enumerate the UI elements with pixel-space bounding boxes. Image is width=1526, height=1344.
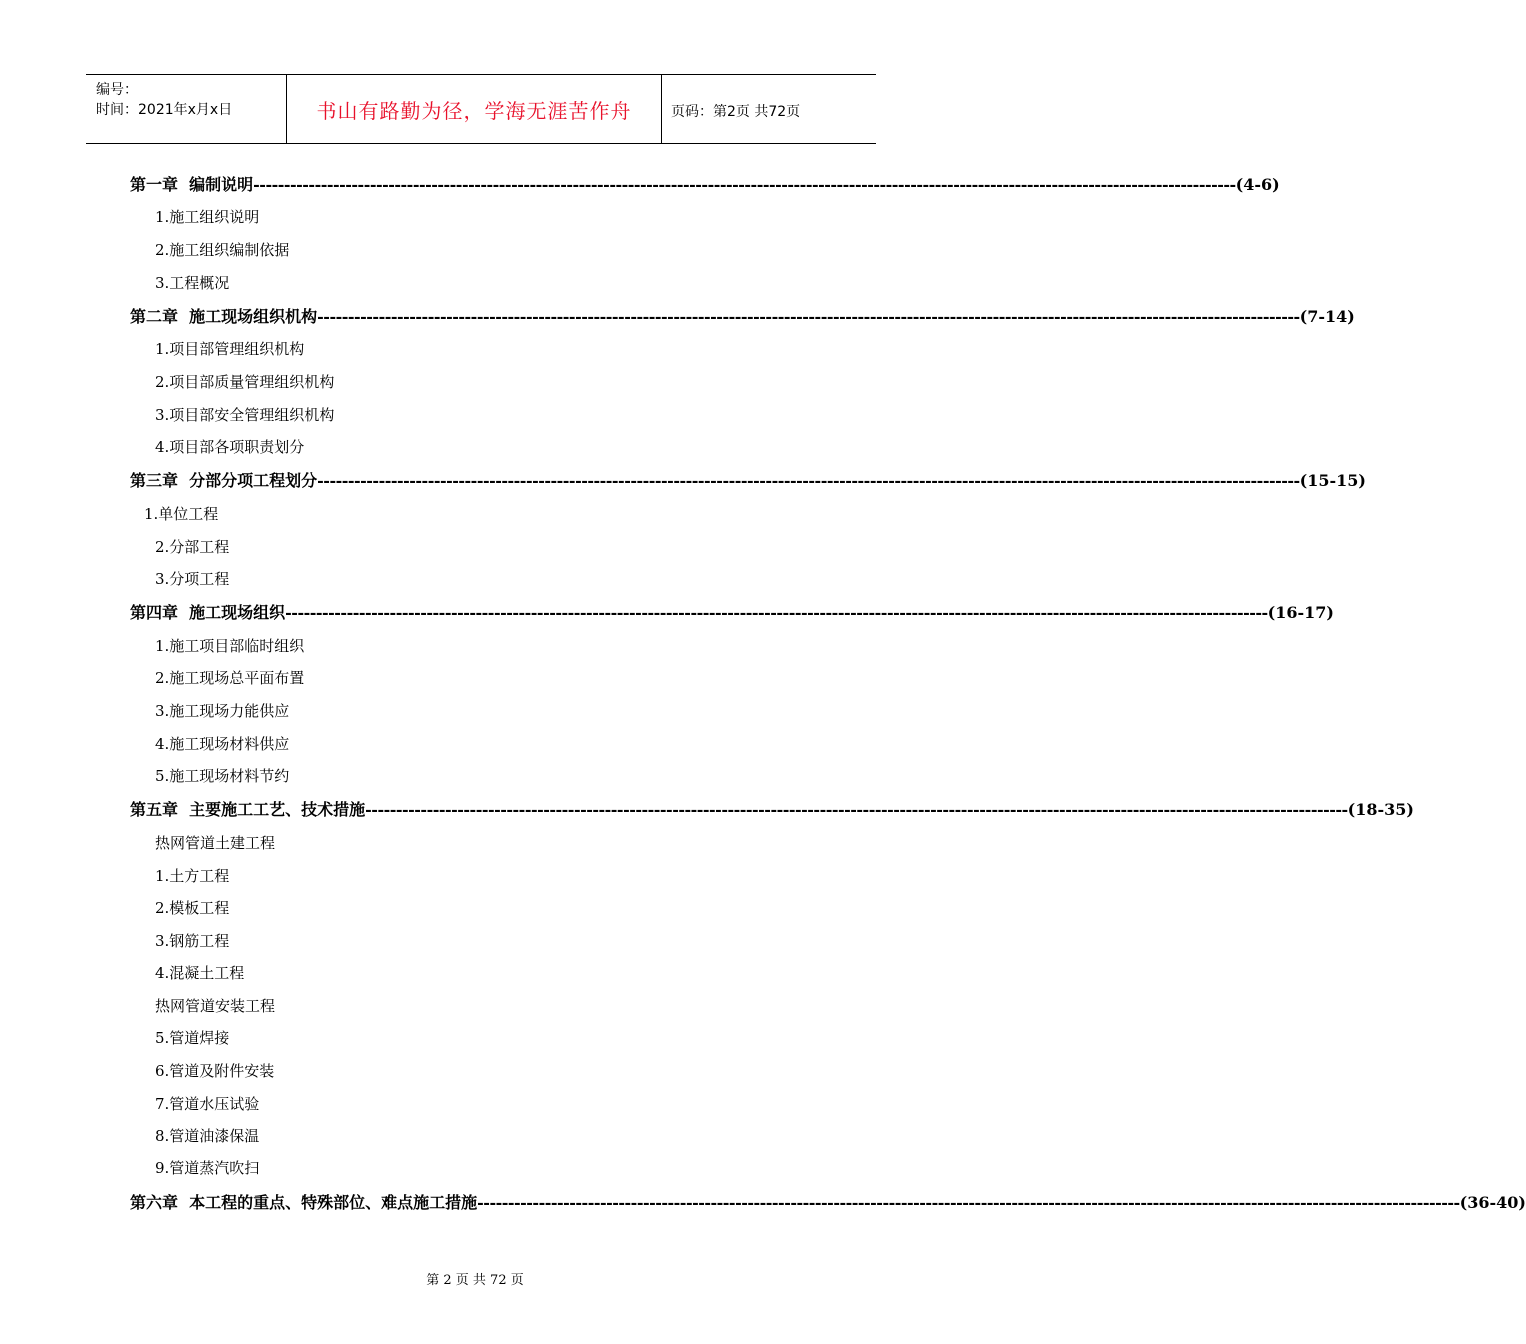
toc-chapter-title: 第一章 编制说明 bbox=[130, 175, 254, 194]
toc-chapter-title: 第四章 施工现场组织 bbox=[130, 603, 286, 622]
toc-item: 5.管道焊接 bbox=[155, 1029, 230, 1047]
toc-item: 3.项目部安全管理组织机构 bbox=[155, 406, 335, 424]
toc-chapter-pages: (36-40) bbox=[1459, 1193, 1526, 1212]
toc-leader: ---------------------------------------------------------------------------------------------------------------------------------------------------------------- bbox=[253, 175, 1236, 194]
document-time: 时间：2021年x月x日 bbox=[96, 102, 233, 118]
toc-item: 3.钢筋工程 bbox=[155, 932, 230, 950]
toc-item: 4.项目部各项职责划分 bbox=[155, 438, 305, 456]
toc-item: 5.施工现场材料节约 bbox=[155, 767, 290, 785]
toc-item: 4.混凝土工程 bbox=[155, 964, 245, 982]
toc-chapter bbox=[130, 304, 1355, 327]
page-footer: 第 2 页 共 72 页 bbox=[426, 1273, 524, 1288]
toc-item: 4.施工现场材料供应 bbox=[155, 735, 290, 753]
document-number-label: 编号： bbox=[96, 82, 138, 98]
toc-chapter bbox=[130, 172, 1280, 195]
toc-leader: ---------------------------------------------------------------------------------------------------------------------------------------------------------------- bbox=[317, 307, 1300, 326]
header-page-code: 页码：第2页 共72页 bbox=[671, 104, 801, 120]
toc-item: 8.管道油漆保温 bbox=[155, 1127, 260, 1145]
toc-chapter-pages: (15-15) bbox=[1299, 471, 1366, 490]
toc-item: 2.项目部质量管理组织机构 bbox=[155, 373, 335, 391]
toc-leader: ---------------------------------------------------------------------------------------------------------------------------------------------------------------- bbox=[317, 471, 1300, 490]
toc-chapter-title: 第二章 施工现场组织机构 bbox=[130, 307, 318, 326]
toc-item: 3.工程概况 bbox=[155, 274, 230, 292]
header-page-cell bbox=[661, 75, 876, 143]
toc-item: 热网管道土建工程 bbox=[155, 834, 276, 852]
toc-item: 3.分项工程 bbox=[155, 570, 230, 588]
toc-item: 1.施工组织说明 bbox=[155, 208, 260, 226]
toc-item: 2.分部工程 bbox=[155, 538, 230, 556]
toc-item: 1.单位工程 bbox=[144, 505, 219, 523]
toc-chapter bbox=[130, 468, 1366, 491]
header-meta bbox=[86, 75, 286, 143]
toc-item: 2.施工现场总平面布置 bbox=[155, 669, 305, 687]
toc-leader: ---------------------------------------------------------------------------------------------------------------------------------------------------------------- bbox=[477, 1193, 1460, 1212]
toc-chapter-title: 第六章 本工程的重点、特殊部位、难点施工措施 bbox=[130, 1193, 478, 1212]
toc-chapter-pages: (7-14) bbox=[1299, 307, 1355, 326]
toc-chapter bbox=[130, 1190, 1526, 1213]
toc-item: 1.土方工程 bbox=[155, 867, 230, 885]
toc-chapter-title: 第三章 分部分项工程划分 bbox=[130, 471, 318, 490]
toc-leader: ---------------------------------------------------------------------------------------------------------------------------------------------------------------- bbox=[285, 603, 1268, 622]
header-motto-cell bbox=[286, 75, 662, 143]
toc-chapter bbox=[130, 797, 1414, 820]
header-motto: 书山有路勤为径，学海无涯苦作舟 bbox=[316, 99, 632, 123]
toc-item: 2.模板工程 bbox=[155, 899, 230, 917]
toc-item: 1.项目部管理组织机构 bbox=[155, 340, 305, 358]
toc-item: 热网管道安装工程 bbox=[155, 997, 276, 1015]
toc-leader: ---------------------------------------------------------------------------------------------------------------------------------------------------------------- bbox=[365, 800, 1348, 819]
toc-item: 6.管道及附件安装 bbox=[155, 1062, 275, 1080]
toc-chapter bbox=[130, 600, 1334, 623]
toc-chapter-pages: (16-17) bbox=[1267, 603, 1334, 622]
toc-chapter-title: 第五章 主要施工工艺、技术措施 bbox=[130, 800, 366, 819]
toc-item: 9.管道蒸汽吹扫 bbox=[155, 1159, 260, 1177]
toc-item: 7.管道水压试验 bbox=[155, 1095, 260, 1113]
toc-chapter-pages: (4-6) bbox=[1235, 175, 1280, 194]
toc-item: 2.施工组织编制依据 bbox=[155, 241, 290, 259]
toc-chapter-pages: (18-35) bbox=[1347, 800, 1414, 819]
toc-item: 1.施工项目部临时组织 bbox=[155, 637, 305, 655]
toc-item: 3.施工现场力能供应 bbox=[155, 702, 290, 720]
page-header bbox=[86, 74, 876, 144]
